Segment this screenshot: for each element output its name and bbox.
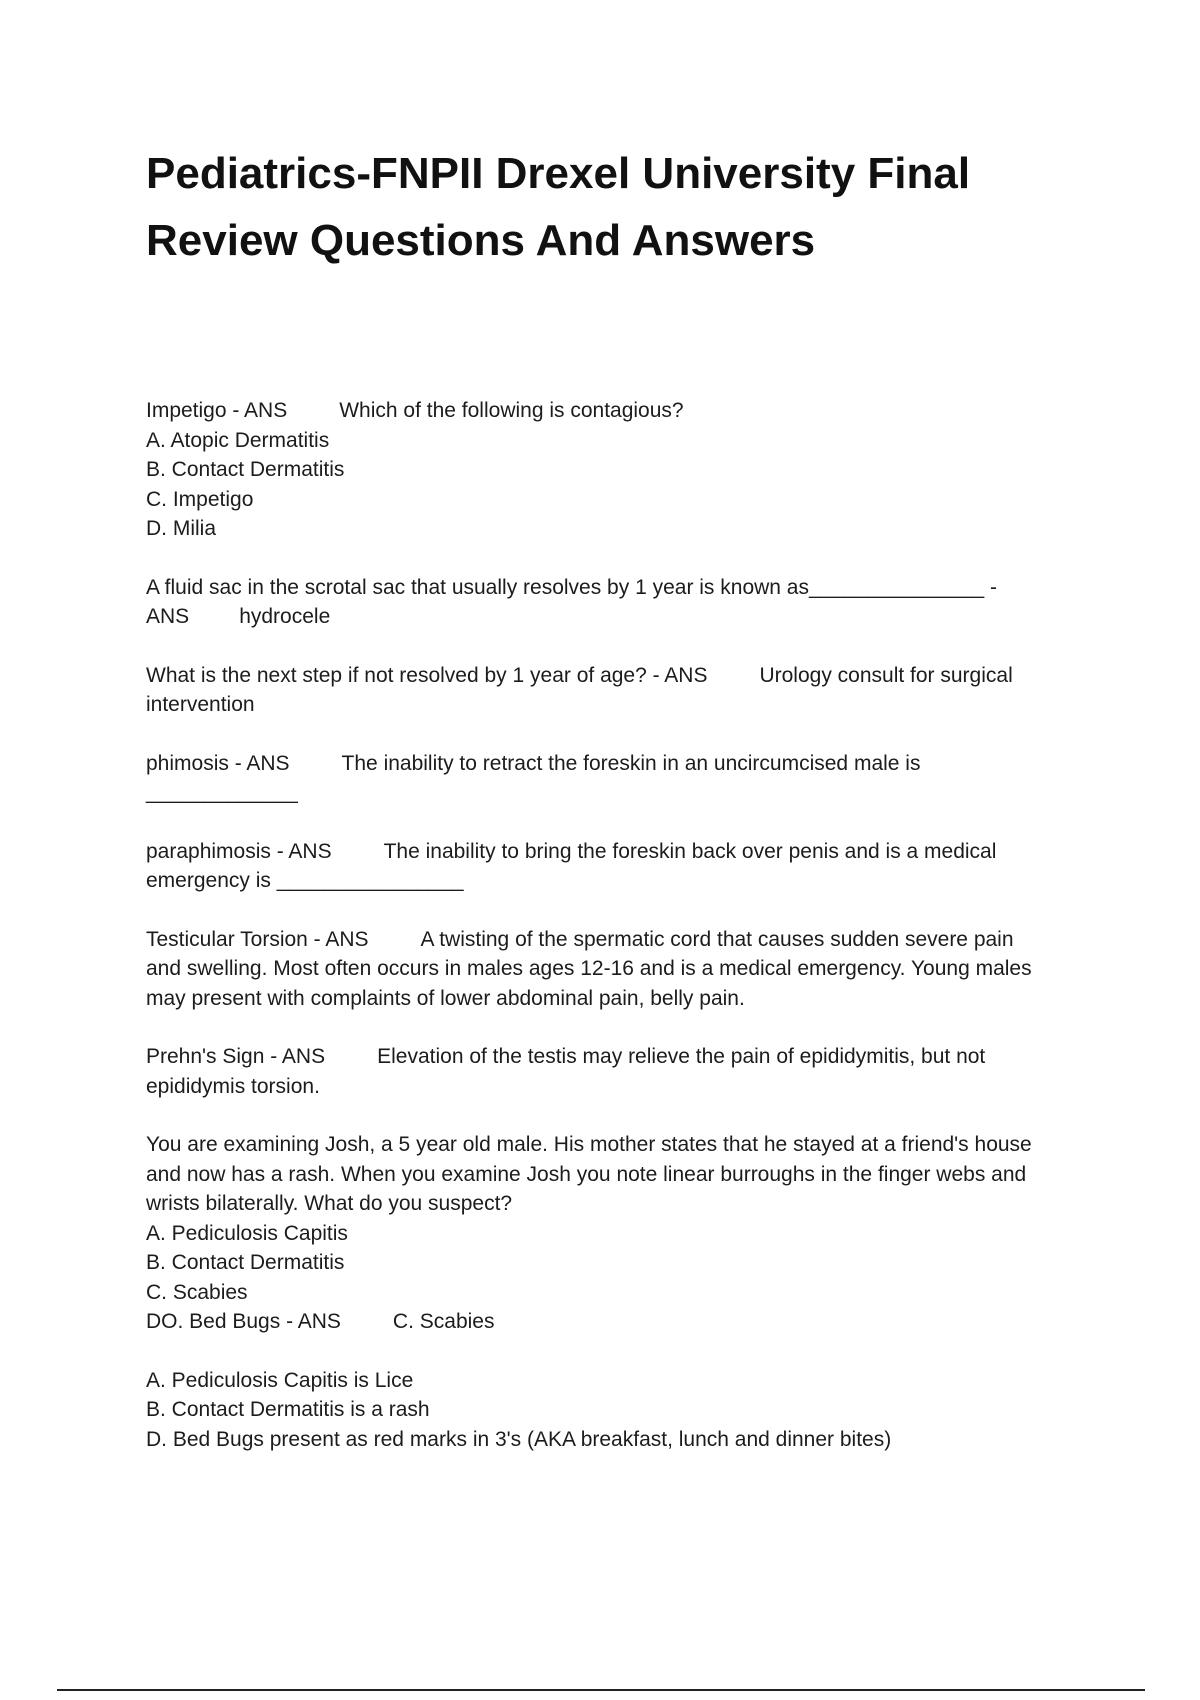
qa-item [146,573,1086,632]
answer-text: C. Scabies [392,1310,495,1333]
question-text: Impetigo - ANS [146,399,288,422]
qa-line: wrists bilaterally. What do you suspect? [146,1192,513,1215]
title-line-1: Pediatrics-FNPII Drexel University Final [146,149,971,198]
qa-item [146,1366,1086,1455]
qa-line [146,837,1086,867]
qa-line [146,1307,1086,1337]
qa-line: and swelling. Most often occurs in males ages 12-16 and is a medical emergency. Young males [146,957,1032,980]
qa-item [146,1130,1086,1337]
question-text: paraphimosis - ANS [146,839,332,863]
page-title [146,140,1086,274]
qa-line [146,602,1086,632]
qa-line: intervention [146,693,255,716]
question-text: What is the next step if not resolved by 1 year of age? - ANS [146,663,708,687]
answer-text: The inability to bring the foreskin back over penis and is a medical [383,839,997,863]
qa-item [146,837,1086,896]
qa-line: C. Impetigo [146,487,254,511]
qa-line: B. Contact Dermatitis is a rash [146,1398,430,1421]
qa-line: A fluid sac in the scrotal sac that usually resolves by 1 year is known as_______________ - [146,575,998,599]
page-bottom-rule [57,1689,1145,1691]
qa-item [146,749,1086,808]
qa-line: emergency is ________________ [146,869,464,892]
qa-line: C. Scabies [146,1280,248,1304]
qa-line: A. Atopic Dermatitis [146,428,330,452]
qa-line: epididymis torsion. [146,1074,320,1098]
qa-line [146,1042,1086,1072]
qa-item [146,925,1086,1014]
qa-content [146,396,1086,1483]
qa-line: You are examining Josh, a 5 year old male. His mother states that he stayed at a friend's house [146,1133,1032,1156]
question-text: DO. Bed Bugs - ANS [146,1310,341,1333]
title-line-2: Review Questions And Answers [146,216,816,265]
answer-text: The inability to retract the foreskin in an uncircumcised male is [341,751,921,775]
question-text: ANS [146,605,190,628]
qa-line: B. Contact Dermatitis [146,1251,345,1274]
qa-line: and now has a rash. When you examine Josh you note linear burroughs in the finger webs and [146,1162,1027,1186]
qa-line: A. Pediculosis Capitis [146,1221,348,1245]
qa-line: _____________ [146,781,298,804]
answer-text: A twisting of the spermatic cord that causes sudden severe pain [420,927,1014,951]
qa-line: D. Milia [146,517,217,540]
qa-line [146,396,1086,426]
qa-line [146,661,1086,691]
qa-item [146,396,1086,544]
question-text: phimosis - ANS [146,751,290,775]
qa-item [146,661,1086,720]
qa-line: A. Pediculosis Capitis is Lice [146,1368,414,1392]
qa-line: B. Contact Dermatitis [146,458,345,481]
qa-item [146,1042,1086,1101]
qa-line: D. Bed Bugs present as red marks in 3's (AKA breakfast, lunch and dinner bites) [146,1427,892,1451]
qa-line: may present with complaints of lower abdominal pain, belly pain. [146,986,745,1010]
answer-text: hydrocele [239,605,331,628]
question-text: Prehn's Sign - ANS [146,1045,326,1068]
question-text: Testicular Torsion - ANS [146,927,369,951]
qa-line [146,749,1086,779]
answer-text: Elevation of the testis may relieve the pain of epididymitis, but not [377,1045,986,1068]
qa-line [146,925,1086,955]
answer-text: Which of the following is contagious? [339,399,684,422]
answer-text: Urology consult for surgical [759,663,1013,687]
